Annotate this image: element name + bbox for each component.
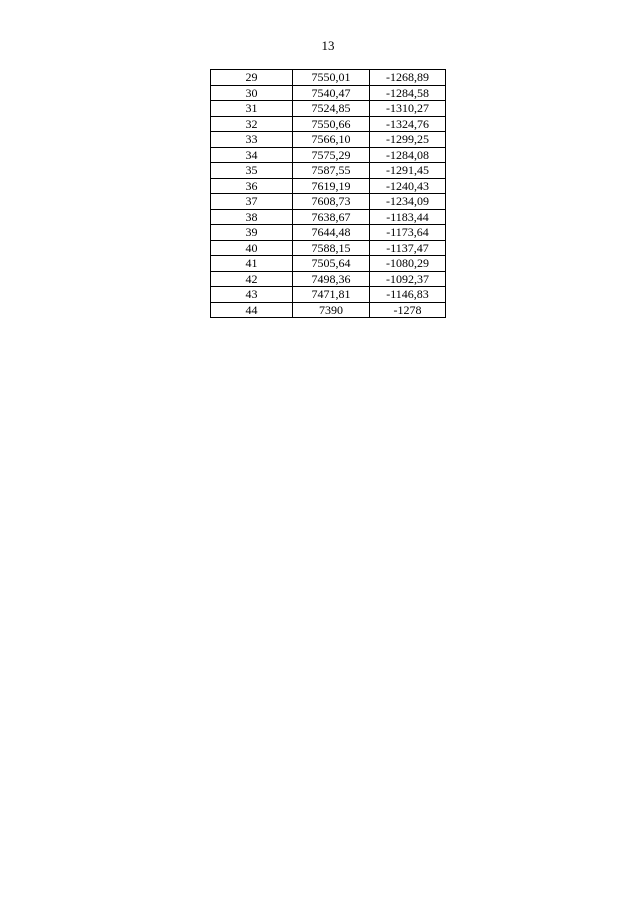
y-coordinate-cell: -1284,58 (370, 85, 446, 101)
y-coordinate-cell: -1234,09 (370, 194, 446, 210)
y-coordinate-cell: -1137,47 (370, 240, 446, 256)
y-coordinate-cell: -1173,64 (370, 225, 446, 241)
table-row (211, 240, 446, 256)
page-number: 13 (321, 38, 335, 53)
y-coordinate-cell: -1284,08 (370, 147, 446, 163)
x-coordinate-cell: 7471,81 (293, 287, 370, 303)
point-number-cell: 42 (211, 271, 293, 287)
point-number-cell: 44 (211, 302, 293, 318)
y-coordinate-cell: -1183,44 (370, 209, 446, 225)
point-number-cell: 43 (211, 287, 293, 303)
x-coordinate-cell: 7619,19 (293, 178, 370, 194)
point-number-cell: 38 (211, 209, 293, 225)
point-number-cell: 31 (211, 101, 293, 117)
x-coordinate-cell: 7524,85 (293, 101, 370, 117)
y-coordinate-cell: -1324,76 (370, 116, 446, 132)
table-row (211, 271, 446, 287)
point-number-cell: 33 (211, 132, 293, 148)
y-coordinate-cell: -1310,27 (370, 101, 446, 117)
table-row (211, 101, 446, 117)
table-row (211, 256, 446, 272)
table-row (211, 302, 446, 318)
y-coordinate-cell: -1092,37 (370, 271, 446, 287)
point-number-cell: 35 (211, 163, 293, 179)
x-coordinate-cell: 7588,15 (293, 240, 370, 256)
x-coordinate-cell: 7498,36 (293, 271, 370, 287)
y-coordinate-cell: -1240,43 (370, 178, 446, 194)
y-coordinate-cell: -1080,29 (370, 256, 446, 272)
table-row (211, 209, 446, 225)
coordinates-table (210, 69, 446, 318)
point-number-cell: 37 (211, 194, 293, 210)
table-row (211, 147, 446, 163)
table-row (211, 287, 446, 303)
x-coordinate-cell: 7638,67 (293, 209, 370, 225)
point-number-cell: 41 (211, 256, 293, 272)
point-number-cell: 40 (211, 240, 293, 256)
table-row (211, 70, 446, 86)
point-number-cell: 39 (211, 225, 293, 241)
y-coordinate-cell: -1299,25 (370, 132, 446, 148)
point-number-cell: 30 (211, 85, 293, 101)
x-coordinate-cell: 7505,64 (293, 256, 370, 272)
table-row (211, 132, 446, 148)
point-number-cell: 36 (211, 178, 293, 194)
y-coordinate-cell: -1278 (370, 302, 446, 318)
x-coordinate-cell: 7550,01 (293, 70, 370, 86)
x-coordinate-cell: 7566,10 (293, 132, 370, 148)
point-number-cell: 29 (211, 70, 293, 86)
point-number-cell: 34 (211, 147, 293, 163)
x-coordinate-cell: 7608,73 (293, 194, 370, 210)
table-row (211, 85, 446, 101)
x-coordinate-cell: 7550,66 (293, 116, 370, 132)
x-coordinate-cell: 7587,55 (293, 163, 370, 179)
table-row (211, 163, 446, 179)
table-row (211, 225, 446, 241)
table-body (211, 70, 446, 318)
y-coordinate-cell: -1268,89 (370, 70, 446, 86)
x-coordinate-cell: 7540,47 (293, 85, 370, 101)
x-coordinate-cell: 7390 (293, 302, 370, 318)
y-coordinate-cell: -1146,83 (370, 287, 446, 303)
x-coordinate-cell: 7644,48 (293, 225, 370, 241)
table-row (211, 178, 446, 194)
point-number-cell: 32 (211, 116, 293, 132)
y-coordinate-cell: -1291,45 (370, 163, 446, 179)
x-coordinate-cell: 7575,29 (293, 147, 370, 163)
table-row (211, 116, 446, 132)
table-row (211, 194, 446, 210)
